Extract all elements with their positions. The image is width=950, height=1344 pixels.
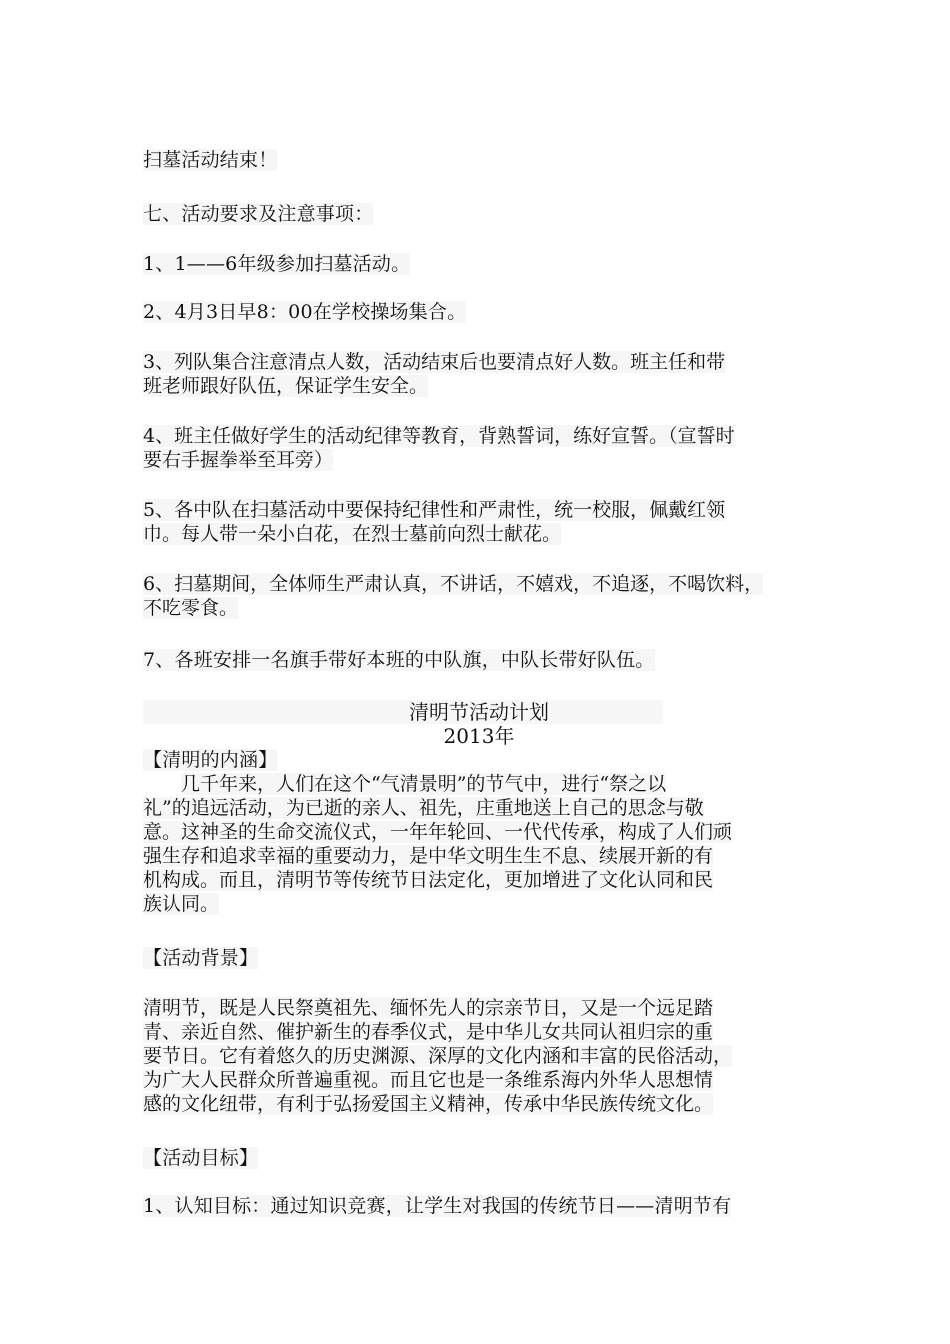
paragraph-line: 为广大人民群众所普遍重视。而且它也是一条维系海内外华人思想情 bbox=[143, 1069, 714, 1091]
paragraph-line: 强生存和追求幸福的重要动力，是中华文明生生不息、续展开新的有 bbox=[143, 845, 714, 867]
section-7-heading: 七、活动要求及注意事项： bbox=[143, 203, 374, 225]
background-heading: 【活动背景】 bbox=[143, 947, 259, 969]
paragraph-line: 青、亲近自然、催护新生的春季仪式，是中华儿女共同认祖归宗的重 bbox=[143, 1021, 714, 1043]
activity-end-line: 扫墓活动结束！ bbox=[143, 149, 278, 171]
requirement-7: 7、各班安排一名旗手带好本班的中队旗，中队长带好队伍。 bbox=[143, 649, 655, 671]
goal-1: 1、认知目标：通过知识竞赛，让学生对我国的传统节日——清明节有 bbox=[143, 1195, 732, 1217]
meaning-paragraph bbox=[143, 772, 815, 916]
requirement-4: 4、班主任做好学生的活动纪律等教育，背熟誓词，练好宣誓。（宣誓时 要右手握拳举至耳旁） bbox=[143, 425, 735, 471]
background-paragraph bbox=[143, 996, 815, 1116]
requirement-1: 1、1——6年级参加扫墓活动。 bbox=[143, 253, 411, 275]
paragraph-line: 几千年来，人们在这个“气清景明”的节气中，进行“祭之以 bbox=[181, 773, 667, 795]
plan-year: 2013年 bbox=[443, 724, 515, 748]
paragraph-line: 要节日。它有着悠久的历史渊源、深厚的文化内涵和丰富的民俗活动， bbox=[143, 1045, 733, 1067]
meaning-heading: 【清明的内涵】 bbox=[143, 749, 278, 771]
requirement-6: 6、扫墓期间，全体师生严肃认真，不讲话，不嬉戏，不追逐，不喝饮料， 不吃零食。 bbox=[143, 573, 764, 619]
paragraph-line: 感的文化纽带，有利于弘扬爱国主义精神，传承中华民族传统文化。 bbox=[143, 1093, 714, 1115]
requirement-2: 2、4月3日早8：00在学校操场集合。 bbox=[143, 301, 467, 323]
paragraph-line: 意。这神圣的生命交流仪式，一年年轮回、一代代传承，构成了人们顽 bbox=[143, 821, 733, 843]
requirement-5: 5、各中队在扫墓活动中要保持纪律性和严肃性，统一校服，佩戴红领 巾。每人带一朵小白花，在烈士墓前向烈士献花。 bbox=[143, 499, 726, 545]
goal-heading: 【活动目标】 bbox=[143, 1147, 259, 1169]
paragraph-line: 礼”的追远活动，为已逝的亲人、祖先，庄重地送上自己的思念与敬 bbox=[143, 797, 704, 819]
plan-title: 清明节活动计划 bbox=[409, 700, 549, 724]
paragraph-line: 机构成。而且，清明节等传统节日法定化，更加增进了文化认同和民 bbox=[143, 869, 714, 891]
paragraph-line: 清明节，既是人民祭奠祖先、缅怀先人的宗亲节日，又是一个远足踏 bbox=[143, 997, 714, 1019]
requirement-3: 3、列队集合注意清点人数，活动结束后也要清点好人数。班主任和带 班老师跟好队伍，保证学生安全。 bbox=[143, 351, 726, 397]
paragraph-line: 族认同。 bbox=[143, 893, 220, 915]
